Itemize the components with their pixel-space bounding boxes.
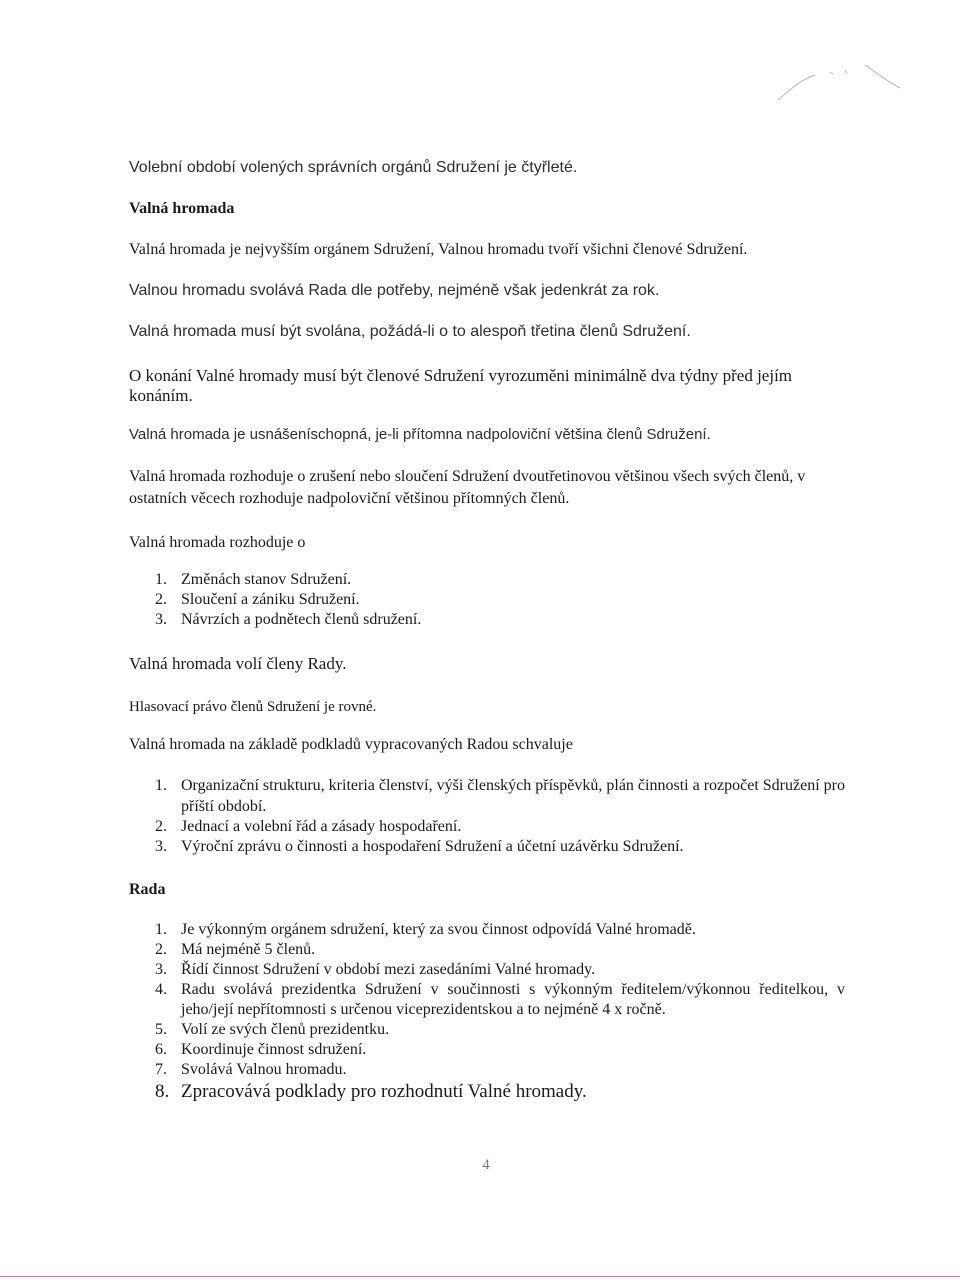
paragraph-quorum: Valná hromada je usnášeníschopná, je-li přítomna nadpoloviční většina členů Sdružení. <box>129 426 711 443</box>
list-item: 1. Organizační strukturu, kriteria členství, výši členských příspěvků, plán činnosti a rozpočet Sdružení pro příští období. <box>155 777 845 815</box>
paragraph-highest-organ: Valná hromada je nejvyšším orgánem Sdružení, Valnou hromadu tvoří všichni členové Sdružení. <box>129 241 748 258</box>
paragraph-must-convene: Valná hromada musí být svolána, požádá-li o to alespoň třetina členů Sdružení. <box>129 323 691 340</box>
rada-list <box>150 920 845 1104</box>
paragraph-voting-rights: Hlasovací právo členů Sdružení je rovné. <box>129 699 377 715</box>
approves-list <box>150 775 845 857</box>
list-item: 7. Svolává Valnou hromadu. <box>155 1061 347 1078</box>
paragraph-dissolution: Valná hromada rozhoduje o zrušení nebo sloučení Sdružení dvoutřetinovou většinou všech svých členů, v ostatních věcech rozhoduje nadpoloviční většinou přítomných členů. <box>129 468 806 507</box>
page-number: 4 <box>482 1157 490 1173</box>
decides-list <box>150 570 845 630</box>
list-item: 2. Jednací a volební řád a zásady hospodaření. <box>155 818 462 835</box>
list-item: 1. Je výkonným orgánem sdružení, který za svou činnost odpovídá Valné hromadě. <box>155 921 696 938</box>
list-item: 3. Řídí činnost Sdružení v období mezi zasedáními Valné hromady. <box>155 961 596 978</box>
list-item: 1. Změnách stanov Sdružení. <box>155 571 352 588</box>
list-item: 6. Koordinuje činnost sdružení. <box>155 1041 367 1058</box>
paragraph-convening: Valnou hromadu svolává Rada dle potřeby, nejméně však jedenkrát za rok. <box>129 282 660 299</box>
handwritten-mark <box>770 60 910 110</box>
paragraph-elects-rada: Valná hromada volí členy Rady. <box>129 654 347 673</box>
list-item: 2. Má nejméně 5 členů. <box>155 941 316 958</box>
paragraph-decides-on: Valná hromada rozhoduje o <box>129 534 306 551</box>
list-item: 3. Návrzích a podnětech členů sdružení. <box>155 611 422 628</box>
rada-heading: Rada <box>129 881 166 898</box>
list-item: 4. Radu svolává prezidentka Sdružení v součinnosti s výkonným ředitelem/výkonnou ředitelkou, v jeho/její nepřítomnosti s určenou viceprezidentskou a to nejméně 4 x ročně. <box>155 981 845 1018</box>
page-bottom-rule <box>0 1276 960 1277</box>
list-item: 2. Sloučení a zániku Sdružení. <box>155 591 360 608</box>
paragraph-notice: O konání Valné hromady musí být členové Sdružení vyrozuměni minimálně dva týdny před jejím konáním. <box>129 366 793 405</box>
term-of-office-text: Volební období volených správních orgánů Sdružení je čtyřleté. <box>129 159 578 176</box>
list-item: 3. Výroční zprávu o činnosti a hospodaření Sdružení a účetní uzávěrku Sdružení. <box>155 838 684 855</box>
list-item: 8. Zpracovává podklady pro rozhodnutí Valné hromady. <box>155 1081 587 1102</box>
valna-hromada-heading: Valná hromada <box>129 200 235 217</box>
paragraph-approves: Valná hromada na základě podkladů vypracovaných Radou schvaluje <box>129 736 573 753</box>
list-item: 5. Volí ze svých členů prezidentku. <box>155 1021 390 1038</box>
